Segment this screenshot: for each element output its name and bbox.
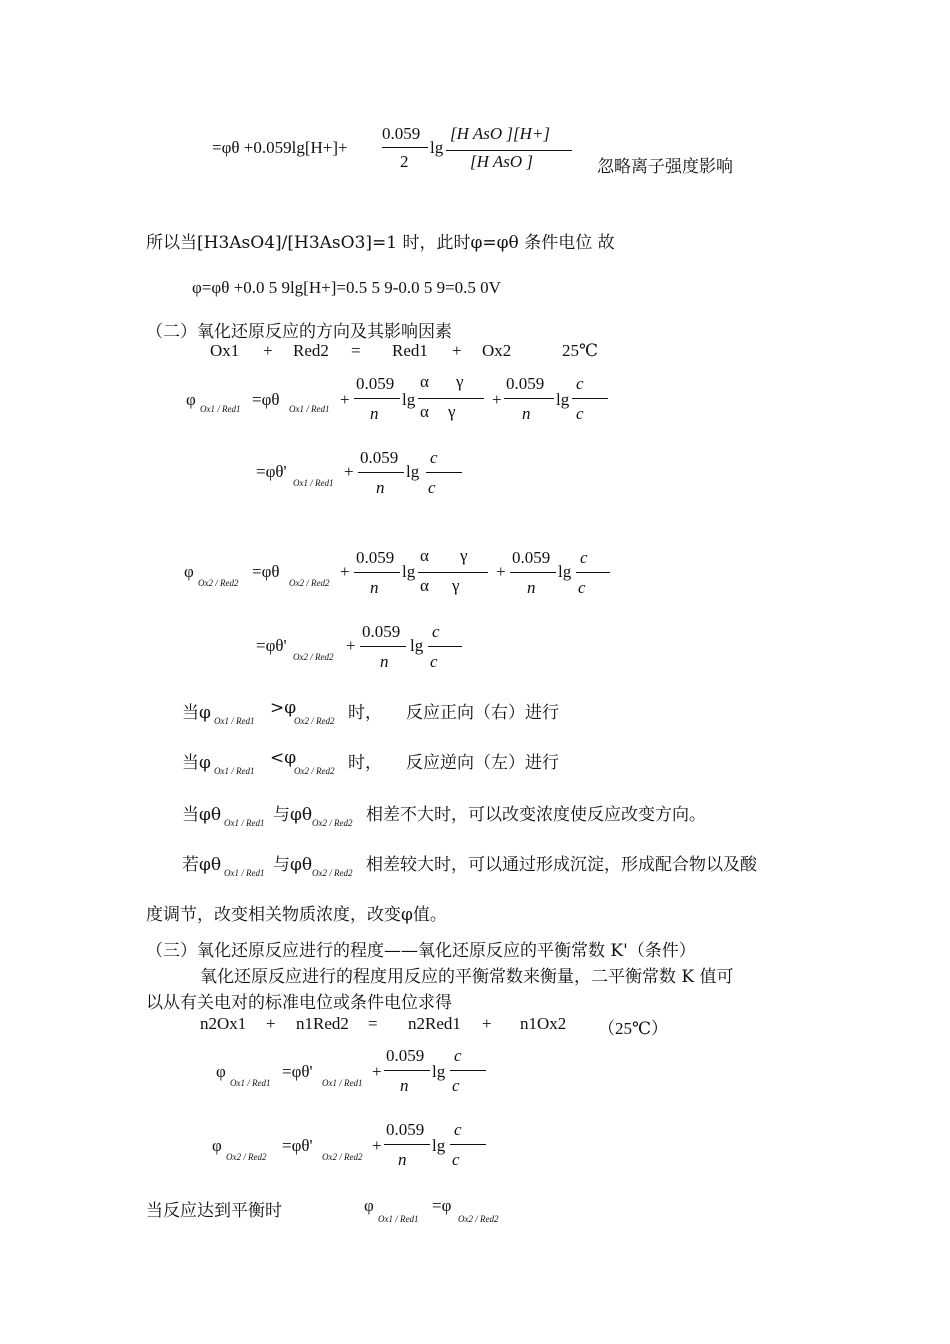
r1-plus2: + — [452, 341, 462, 360]
n1-eq: =φθ — [252, 390, 280, 409]
r1-b: Red2 — [293, 341, 329, 360]
n1-num2: 0.059 — [506, 374, 545, 393]
r2-d: n1Ox2 — [520, 1014, 567, 1033]
n2-num: 0.059 — [356, 548, 395, 567]
dir4-pre: 若φθ — [182, 855, 222, 875]
n1-n2: n — [522, 404, 531, 423]
r2-temp: （25℃） — [598, 1019, 669, 1038]
n1b-c: c — [430, 448, 438, 467]
n2-lg2: lg — [558, 562, 572, 581]
dir3-mid: 与φθ — [273, 805, 313, 825]
eq1-frac-den: 2 — [400, 152, 409, 171]
n2-lg: lg — [402, 562, 416, 581]
r2-c: n2Red1 — [408, 1014, 461, 1033]
p3b: 以从有关电对的标准电位或条件电位求得 — [146, 993, 452, 1013]
n4-phi: φ — [212, 1136, 222, 1155]
n1-gamma: γ — [456, 372, 464, 391]
n3-eq: =φθ' — [282, 1062, 313, 1081]
n2-gamma: γ — [460, 546, 468, 565]
heading-3: （三）氧化还原反应进行的程度——氧化还原反应的平衡常数 K'（条件） — [146, 941, 696, 961]
dir1-pre: 当φ — [182, 703, 211, 723]
dir3-txt: 相差不大时，可以改变浓度使反应改变方向。 — [366, 805, 706, 825]
dir5: 度调节，改变相关物质浓度，改变φ值。 — [146, 905, 447, 925]
p3a: 氧化还原反应进行的程度用反应的平衡常数来衡量，二平衡常数 K 值可 — [200, 967, 734, 987]
eqm-phi: φ — [364, 1196, 374, 1215]
n1-phi: φ — [186, 390, 196, 409]
r1-eq: = — [351, 341, 361, 360]
r1-plus1: + — [263, 341, 273, 360]
n2-plus: + — [340, 562, 350, 581]
n1-n: n — [370, 404, 379, 423]
n1-c2: c — [576, 404, 584, 423]
p-cond: 所以当[H3AsO4]/[H3AsO3]=1 时，此时φ=φθ 条件电位 故 — [146, 233, 615, 253]
n3-c: c — [454, 1046, 462, 1065]
n2-eq: =φθ — [252, 562, 280, 581]
eq1-note: 忽略离子强度影响 — [597, 157, 733, 177]
n2-c2: c — [578, 578, 586, 597]
n4-c2: c — [452, 1150, 460, 1169]
n2-n2: n — [527, 578, 536, 597]
n3-c2: c — [452, 1076, 460, 1095]
n2-plus2: + — [496, 562, 506, 581]
eq1-lhs: =φθ +0.059lg[H+]+ — [212, 138, 348, 157]
n2b-eq: =φθ' — [256, 636, 287, 655]
r2-plus2: + — [482, 1014, 492, 1033]
eq1-den: [H AsO ] — [470, 152, 533, 171]
n2b-num: 0.059 — [362, 622, 401, 641]
n3-lg: lg — [432, 1062, 446, 1081]
n1b-n: n — [376, 478, 385, 497]
n4-num: 0.059 — [386, 1120, 425, 1139]
n1-lg: lg — [402, 390, 416, 409]
n1-alpha2: α — [420, 402, 429, 421]
n2b-n: n — [380, 652, 389, 671]
dir3-pre: 当φθ — [182, 805, 222, 825]
n4-eq: =φθ' — [282, 1136, 313, 1155]
n2-alpha: α — [420, 546, 429, 565]
n1-plus2: + — [492, 390, 502, 409]
dir2-txt: 反应逆向（左）进行 — [406, 753, 559, 773]
r2-a: n2Ox1 — [200, 1014, 247, 1033]
heading-2: （二）氧化还原反应的方向及其影响因素 — [146, 322, 452, 342]
eqm-label: 当反应达到平衡时 — [146, 1201, 282, 1221]
r2-b: n1Red2 — [296, 1014, 349, 1033]
n2b-c: c — [432, 622, 440, 641]
n2-phi: φ — [184, 562, 194, 581]
n1b-num: 0.059 — [360, 448, 399, 467]
n4-lg: lg — [432, 1136, 446, 1155]
n1-alpha: α — [420, 372, 429, 391]
eq1-num: [H AsO ][H+] — [450, 124, 550, 143]
n3-n: n — [400, 1076, 409, 1095]
eq1-frac-num: 0.059 — [382, 124, 421, 143]
n1b-c2: c — [428, 478, 436, 497]
n1b-lg: lg — [406, 462, 420, 481]
dir4-txt: 相差较大时，可以通过形成沉淀，形成配合物以及酸 — [366, 855, 757, 875]
r1-c: Red1 — [392, 341, 428, 360]
n4-n: n — [398, 1150, 407, 1169]
n2b-plus: + — [346, 636, 356, 655]
r1-a: Ox1 — [210, 341, 240, 360]
n2-n: n — [370, 578, 379, 597]
dir2-pre: 当φ — [182, 753, 211, 773]
n2-alpha2: α — [420, 576, 429, 595]
n2-c: c — [580, 548, 588, 567]
n1-plus: + — [340, 390, 350, 409]
eq2: φ=φθ +0.0 5 9lg[H+]=0.5 5 9-0.0 5 9=0.5 0V — [192, 278, 501, 297]
r2-plus1: + — [266, 1014, 276, 1033]
n1-c: c — [576, 374, 584, 393]
dir1-txt: 反应正向（右）进行 — [406, 703, 559, 723]
eqm-eq: =φ — [432, 1196, 452, 1215]
n3-num: 0.059 — [386, 1046, 425, 1065]
dir1-time: 时， — [348, 703, 382, 723]
r1-temp: 25℃ — [562, 341, 599, 360]
n2-num2: 0.059 — [512, 548, 551, 567]
dir1-op: >φ — [270, 698, 297, 718]
dir4-mid: 与φθ — [273, 855, 313, 875]
n1b-plus: + — [344, 462, 354, 481]
dir2-op: <φ — [270, 748, 297, 768]
n1-gamma2: γ — [448, 402, 456, 421]
n2b-c2: c — [430, 652, 438, 671]
n3-phi: φ — [216, 1062, 226, 1081]
eq1-lg: lg — [430, 138, 444, 157]
r1-d: Ox2 — [482, 341, 512, 360]
n1-lg2: lg — [556, 390, 570, 409]
n2-gamma2: γ — [452, 576, 460, 595]
n1b-eq: =φθ' — [256, 462, 287, 481]
n4-c: c — [454, 1120, 462, 1139]
n4-plus: + — [372, 1136, 382, 1155]
n3-plus: + — [372, 1062, 382, 1081]
r2-eq: = — [368, 1014, 378, 1033]
n2b-lg: lg — [410, 636, 424, 655]
n1-num: 0.059 — [356, 374, 395, 393]
dir2-time: 时， — [348, 753, 382, 773]
